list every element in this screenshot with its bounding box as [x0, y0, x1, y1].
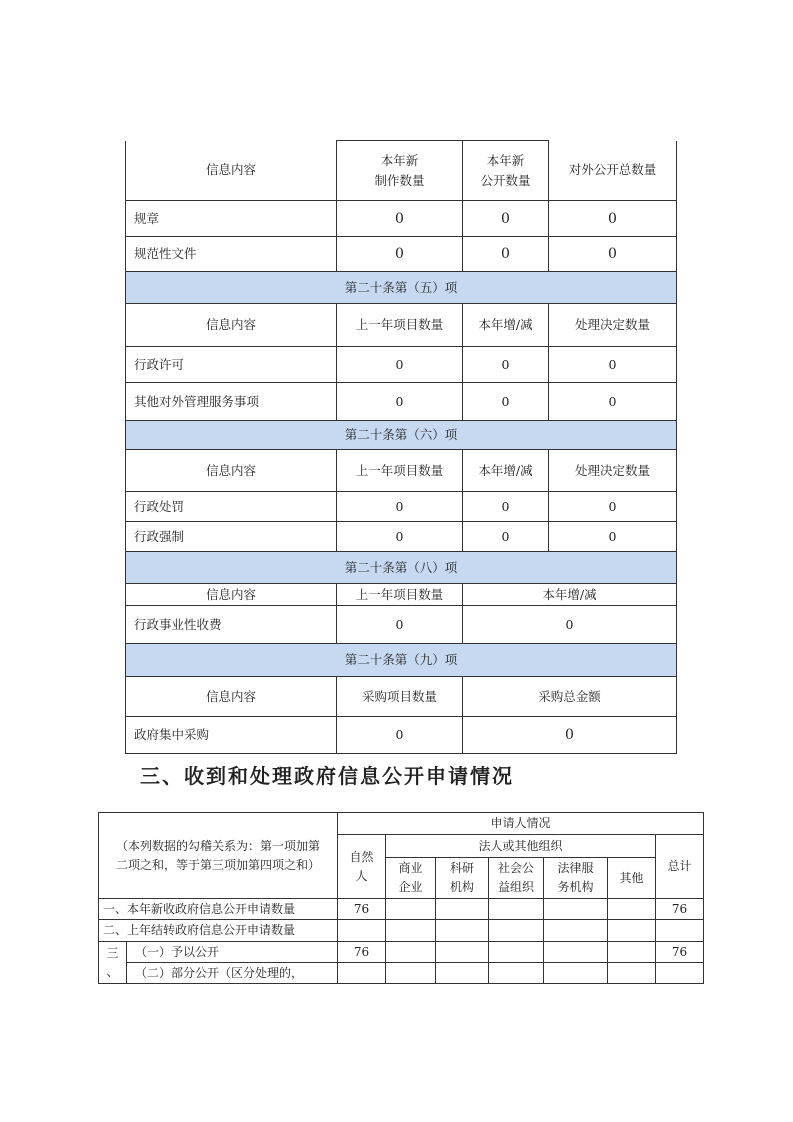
row-label: 一、本年新收政府信息公开申请数量: [99, 899, 338, 920]
header-line: 社会公: [498, 861, 535, 875]
note-line: （本列数据的勾稽关系为：第一项加第: [116, 838, 321, 853]
cell: 0: [337, 522, 463, 552]
table-row: [126, 522, 677, 552]
cell: 0: [549, 347, 677, 383]
header-cell: 对外公开总数量: [549, 141, 677, 201]
row-label: 行政处罚: [126, 492, 337, 522]
header-cell: 信息内容: [126, 304, 337, 347]
cell: [436, 920, 489, 942]
cell: 0: [463, 522, 549, 552]
note-cell: [99, 813, 338, 899]
table-row: [126, 717, 677, 754]
header-line: 益组织: [498, 880, 535, 894]
cell: [608, 942, 656, 963]
header-cell: 本年增/减: [463, 304, 549, 347]
header-cell: [489, 858, 544, 899]
cell: 0: [337, 717, 463, 754]
header-cell: 信息内容: [126, 584, 337, 606]
row-label: （一）予以公开: [127, 942, 338, 963]
cell: [544, 942, 608, 963]
cell: [436, 942, 489, 963]
cell: 76: [656, 899, 704, 920]
table-header-row: [126, 677, 677, 717]
header-line: 法律服: [557, 861, 594, 875]
cell: [489, 963, 544, 984]
table-row: [99, 899, 704, 920]
cell: 0: [463, 717, 677, 754]
section-heading: 三、收到和处理政府信息公开申请情况: [140, 764, 514, 788]
header-line: 本年新: [380, 152, 419, 168]
section-band: [126, 421, 677, 450]
header-cell: [463, 141, 549, 201]
cell: [608, 920, 656, 942]
header-cell: 上一年项目数量: [337, 304, 463, 347]
table-row: [126, 201, 677, 237]
row-group-label: [99, 942, 127, 984]
cell: 0: [337, 347, 463, 383]
cell: 0: [463, 347, 549, 383]
section-band: [126, 272, 677, 304]
table-header-row: [99, 813, 704, 835]
header-cell: [436, 858, 489, 899]
row-label: 行政强制: [126, 522, 337, 552]
header-line: 人: [355, 868, 368, 883]
cell: [338, 963, 386, 984]
row-label: 二、上年结转政府信息公开申请数量: [99, 920, 338, 942]
header-line: 本年新: [486, 152, 525, 168]
cell: 0: [549, 492, 677, 522]
table-row: [126, 492, 677, 522]
header-line: 自然: [349, 849, 374, 864]
table-header-row: [126, 450, 677, 492]
header-line: 机构: [450, 880, 475, 894]
cell: [436, 899, 489, 920]
header-cell: 申请人情况: [338, 813, 704, 835]
cell: 0: [337, 606, 463, 644]
disclosure-table: [125, 140, 677, 754]
header-cell: [337, 141, 463, 201]
cell: [386, 899, 436, 920]
cell: 0: [337, 201, 463, 237]
header-cell: [386, 858, 436, 899]
cell: 0: [337, 383, 463, 421]
cell: 0: [549, 237, 677, 272]
header-cell: [544, 858, 608, 899]
band-title: 第二十条第（九）项: [126, 644, 677, 677]
cell: [544, 899, 608, 920]
row-label: 其他对外管理服务事项: [126, 383, 337, 421]
cell: 0: [337, 492, 463, 522]
cell: [489, 942, 544, 963]
note-line: 二项之和，等于第三项加第四项之和）: [116, 857, 321, 872]
band-title: 第二十条第（八）项: [126, 552, 677, 584]
section-band: [126, 644, 677, 677]
row-label: 规范性文件: [126, 237, 337, 272]
cell: [338, 920, 386, 942]
header-cell: 本年增/减: [463, 450, 549, 492]
band-title: 第二十条第（六）项: [126, 421, 677, 450]
cell: [656, 920, 704, 942]
cell: [386, 920, 436, 942]
table-header-row: [126, 304, 677, 347]
header-line: 商业: [398, 861, 423, 875]
row-label: 规章: [126, 201, 337, 237]
cell: [544, 963, 608, 984]
header-cell: 采购项目数量: [337, 677, 463, 717]
header-cell: 上一年项目数量: [337, 584, 463, 606]
header-cell: 上一年项目数量: [337, 450, 463, 492]
header-cell: 本年增/减: [463, 584, 677, 606]
header-line: 公开数量: [480, 172, 531, 188]
header-cell: 法人或其他组织: [386, 835, 656, 858]
header-cell: [338, 835, 386, 899]
cell: 0: [549, 522, 677, 552]
cell: [436, 963, 489, 984]
table-row: [126, 347, 677, 383]
cell: 0: [549, 201, 677, 237]
cell: 0: [463, 492, 549, 522]
row-label: （二）部分公开（区分处理的，: [127, 963, 338, 984]
row-label: 行政许可: [126, 347, 337, 383]
cell: 0: [463, 383, 549, 421]
header-cell: 信息内容: [126, 677, 337, 717]
header-cell: 总计: [656, 835, 704, 899]
cell: [386, 963, 436, 984]
table-header-row: [126, 141, 677, 201]
header-cell: 采购总金额: [463, 677, 677, 717]
header-line: 企业: [398, 880, 423, 894]
row-label: 行政事业性收费: [126, 606, 337, 644]
cell: 76: [338, 899, 386, 920]
header-cell: 处理决定数量: [549, 304, 677, 347]
cell: 76: [656, 942, 704, 963]
band-title: 第二十条第（五）项: [126, 272, 677, 304]
cell: [544, 920, 608, 942]
cell: [608, 899, 656, 920]
header-cell: 其他: [608, 858, 656, 899]
header-cell: 信息内容: [126, 141, 337, 201]
cell: 0: [463, 606, 677, 644]
cell: 76: [338, 942, 386, 963]
cell: [489, 920, 544, 942]
cell: [608, 963, 656, 984]
cell: [656, 963, 704, 984]
application-table: [98, 812, 704, 984]
cell: 0: [337, 237, 463, 272]
table-row: [99, 963, 704, 984]
header-cell: 信息内容: [126, 450, 337, 492]
table-row: [126, 383, 677, 421]
table-header-row: [126, 584, 677, 606]
section-band: [126, 552, 677, 584]
cell: 0: [463, 201, 549, 237]
cell: 0: [549, 383, 677, 421]
table-row: [126, 237, 677, 272]
cell: 0: [463, 237, 549, 272]
cell: [489, 899, 544, 920]
table-row: [126, 606, 677, 644]
header-line: 制作数量: [374, 172, 425, 188]
table-row: [99, 920, 704, 942]
group-line: 三: [106, 945, 119, 960]
header-line: 科研: [450, 861, 475, 875]
group-line: 、: [106, 964, 119, 979]
table-row: [99, 942, 704, 963]
header-line: 务机构: [557, 880, 594, 894]
header-cell: 处理决定数量: [549, 450, 677, 492]
cell: [386, 942, 436, 963]
row-label: 政府集中采购: [126, 717, 337, 754]
